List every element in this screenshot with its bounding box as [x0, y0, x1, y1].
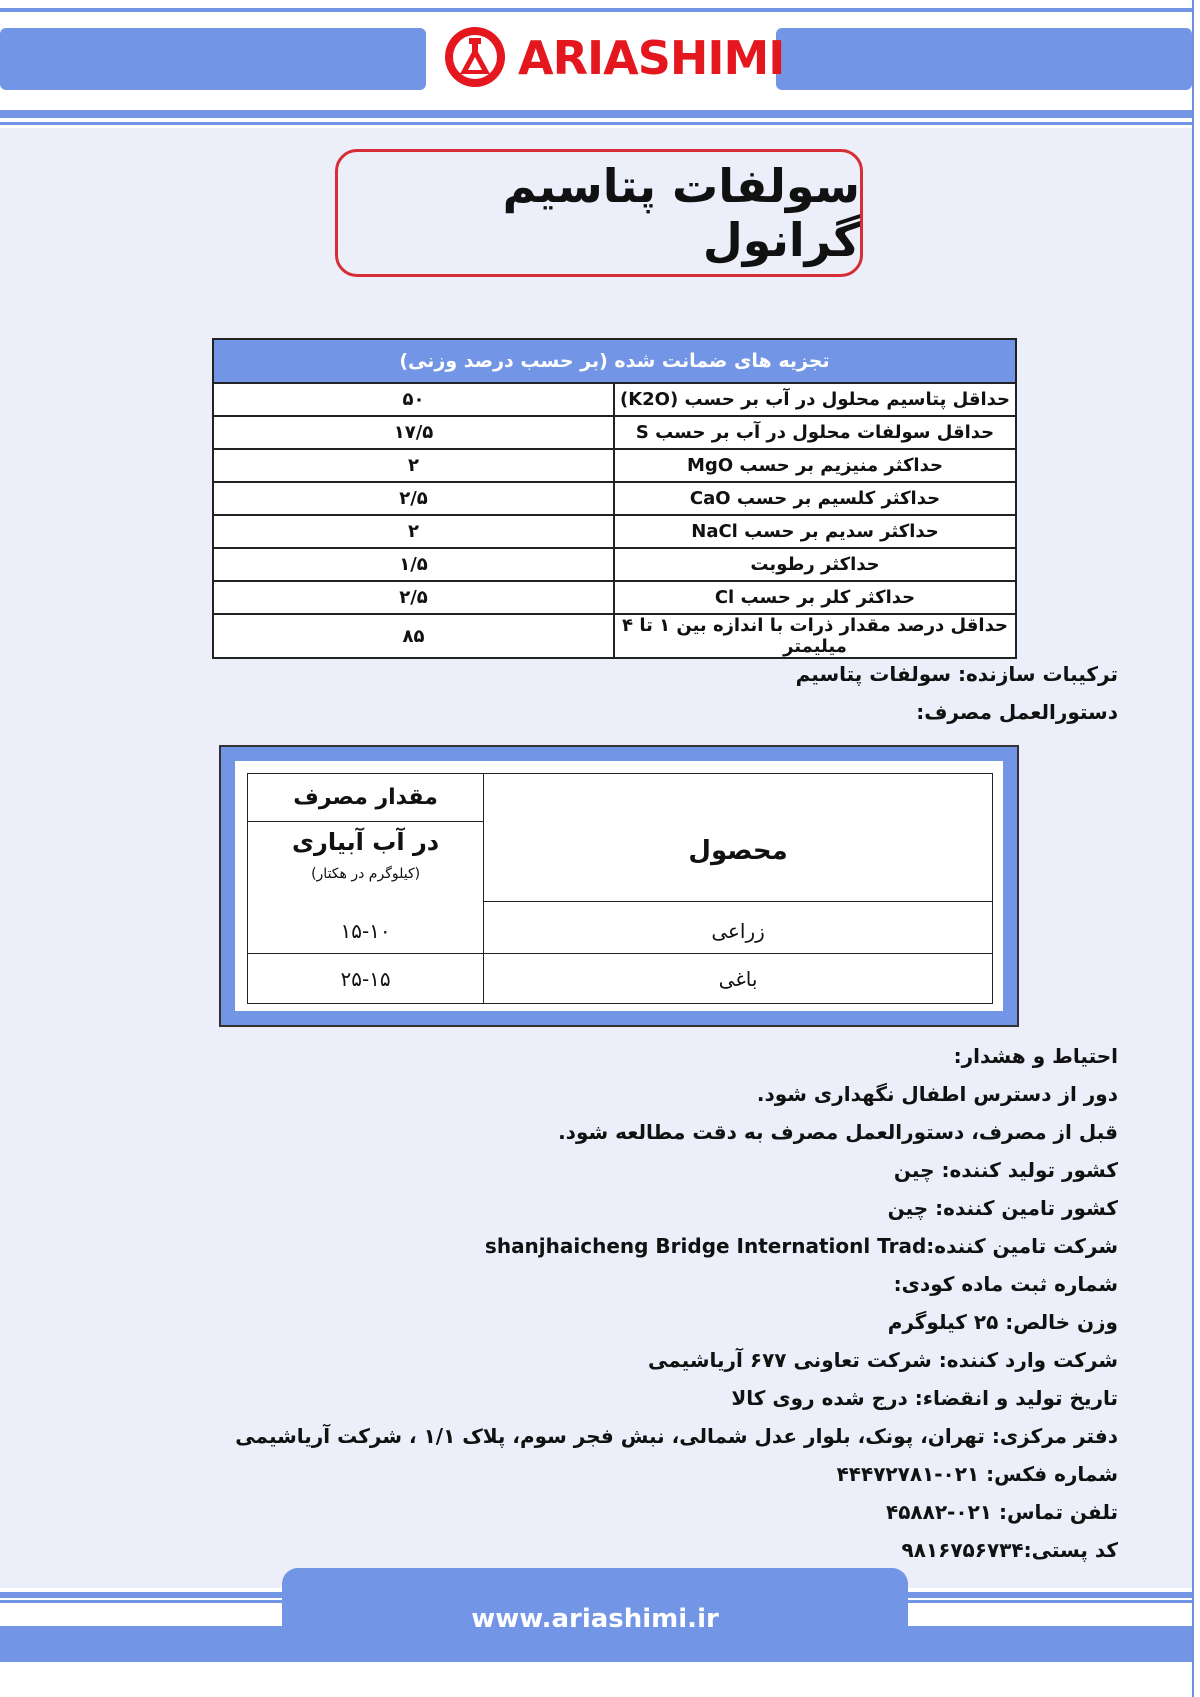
analysis-value: ۲/۵	[213, 581, 614, 614]
amount-unit: (کیلوگرم در هکتار)	[311, 866, 421, 882]
analysis-label: حداکثر رطوبت	[614, 548, 1016, 581]
info-line: کشور تولید کننده: چین	[893, 1158, 1118, 1182]
analysis-label: حداکثر کلسیم بر حسب CaO	[614, 482, 1016, 515]
table-row	[213, 383, 1016, 416]
analysis-header-row	[213, 339, 1016, 383]
brand-logo	[440, 20, 785, 98]
info-line: دور از دسترس اطفال نگهداری شود.	[756, 1082, 1118, 1106]
footer-tab	[282, 1568, 908, 1662]
info-line: شماره ثبت ماده کودی:	[893, 1272, 1118, 1296]
analysis-value: ۵۰	[213, 383, 614, 416]
phone-line: تلفن تماس: ۰۲۱-۴۵۸۸۲	[886, 1500, 1118, 1524]
amount-column-header: مقدار مصرف	[248, 774, 484, 822]
product-title: سولفات پتاسیم گرانول	[502, 159, 860, 267]
usage-table	[247, 773, 993, 1004]
analysis-table	[212, 338, 1017, 659]
website-url: www.ariashimi.ir	[471, 1604, 719, 1634]
table-row	[213, 482, 1016, 515]
header-rule	[0, 110, 1192, 118]
usage-amount: ۲۵-۱۵	[248, 954, 484, 1004]
product-column-header: محصول	[484, 774, 993, 902]
analysis-value: ۱۷/۵	[213, 416, 614, 449]
address-line: دفتر مرکزی: تهران، پونک، بلوار عدل شمالی، نبش فجر سوم، پلاک ۱/۱ ، شرکت آریاشیمی	[235, 1424, 1118, 1448]
analysis-value: ۲	[213, 449, 614, 482]
header-top-line	[0, 8, 1192, 12]
flask-logo-icon	[442, 24, 508, 90]
table-row	[248, 954, 993, 1004]
right-border	[1192, 0, 1194, 1697]
analysis-label: حداکثر سدیم بر حسب NaCl	[614, 515, 1016, 548]
info-line: شرکت تامین کننده:shanjhaicheng Bridge Internationl Trad	[484, 1234, 1118, 1258]
info-line: کشور تامین کننده: چین	[887, 1196, 1118, 1220]
header-rule-thin	[0, 122, 1192, 125]
composition-line: ترکیبات سازنده: سولفات پتاسیم	[795, 662, 1118, 686]
table-row	[213, 416, 1016, 449]
analysis-label: حداکثر منیزیم بر حسب MgO	[614, 449, 1016, 482]
analysis-label: حداقل درصد مقدار ذرات با اندازه بین ۱ تا ۴ میلیمتر	[614, 614, 1016, 658]
analysis-value: ۸۵	[213, 614, 614, 658]
application-method: در آب آبیاری	[292, 828, 440, 856]
product-title-box	[335, 149, 863, 277]
analysis-value: ۱/۵	[213, 548, 614, 581]
table-row	[213, 581, 1016, 614]
analysis-heading: تجزیه های ضمانت شده (بر حسب درصد وزنی)	[213, 339, 1016, 383]
usage-product: زراعی	[484, 902, 993, 954]
postal-code-line: کد پستی:۹۸۱۶۷۵۶۷۳۴	[901, 1538, 1118, 1562]
analysis-value: ۲/۵	[213, 482, 614, 515]
usage-amount: ۱۵-۱۰	[248, 902, 484, 954]
table-row	[248, 902, 993, 954]
fax-line: شماره فکس: ۰۲۱-۴۴۴۷۲۷۸۱	[836, 1462, 1118, 1486]
amount-subheader	[248, 822, 484, 902]
usage-header-row	[248, 774, 993, 822]
usage-product: باغی	[484, 954, 993, 1004]
info-line: وزن خالص: ۲۵ کیلوگرم	[887, 1310, 1118, 1334]
analysis-label: حداقل سولفات محلول در آب بر حسب S	[614, 416, 1016, 449]
info-line: قبل از مصرف، دستورالعمل مصرف به دقت مطالعه شود.	[558, 1120, 1118, 1144]
analysis-value: ۲	[213, 515, 614, 548]
table-row	[213, 614, 1016, 658]
table-row	[213, 449, 1016, 482]
analysis-label: حداکثر کلر بر حسب Cl	[614, 581, 1016, 614]
header-bar-right	[776, 28, 1192, 90]
brand-name: ARIASHIMI	[518, 31, 785, 85]
analysis-label: حداقل پتاسیم محلول در آب بر حسب (K2O)	[614, 383, 1016, 416]
instructions-label: دستورالعمل مصرف:	[916, 700, 1118, 724]
info-line: تاریخ تولید و انقضاء: درج شده روی کالا	[731, 1386, 1118, 1410]
info-line: شرکت وارد کننده: شرکت تعاونی ۶۷۷ آریاشیمی	[648, 1348, 1118, 1372]
warning-heading: احتیاط و هشدار:	[953, 1044, 1118, 1068]
table-row	[213, 548, 1016, 581]
table-row	[213, 515, 1016, 548]
header-bar-left	[0, 28, 426, 90]
usage-box-inner	[235, 761, 1003, 1011]
usage-box	[219, 745, 1019, 1027]
